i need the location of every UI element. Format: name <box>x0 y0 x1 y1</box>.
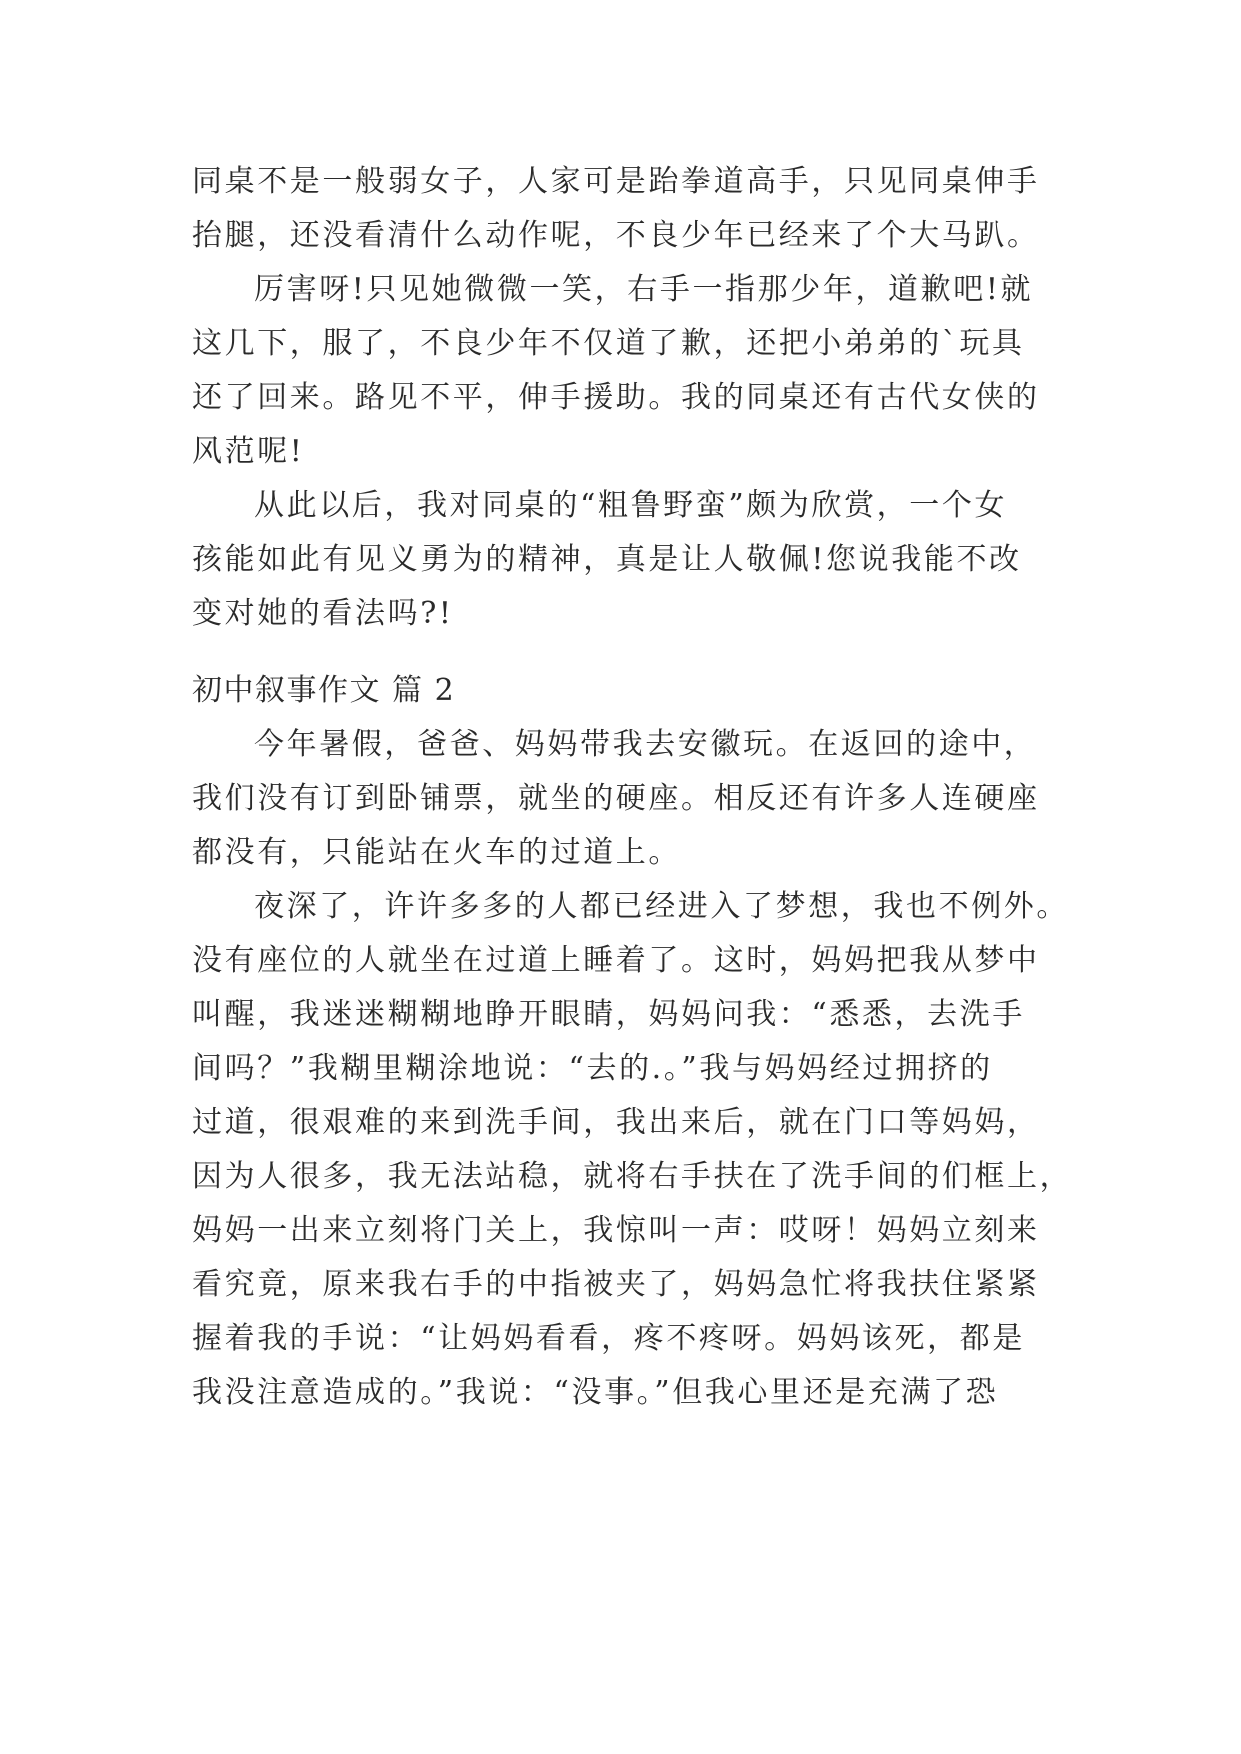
paragraph-line: 今年暑假，爸爸、妈妈带我去安徽玩。在返回的途中， <box>254 727 1037 762</box>
paragraph-line: 我没注意造成的。”我说：“没事。”但我心里还是充满了恐 <box>192 1375 999 1410</box>
paragraph-line: 没有座位的人就坐在过道上睡着了。这时，妈妈把我从梦中 <box>192 943 1040 978</box>
paragraph-line: 风范呢! <box>192 434 305 469</box>
paragraph-line: 抬腿，还没看清什么动作呢，不良少年已经来了个大马趴。 <box>192 218 1040 253</box>
section-heading: 初中叙事作文 篇 2 <box>192 673 456 708</box>
paragraph-line: 妈妈一出来立刻将门关上，我惊叫一声：哎呀！妈妈立刻来 <box>192 1213 1040 1248</box>
paragraph-line: 这几下，服了，不良少年不仅道了歉，还把小弟弟的`玩具 <box>192 326 1025 361</box>
paragraph-line: 看究竟，原来我右手的中指被夹了，妈妈急忙将我扶住紧紧 <box>192 1267 1040 1302</box>
paragraph-line: 厉害呀!只见她微微一笑，右手一指那少年，道歉吧!就 <box>254 272 1034 307</box>
paragraph-line: 孩能如此有见义勇为的精神，真是让人敬佩!您说我能不改 <box>192 542 1022 577</box>
paragraph-line: 我们没有订到卧铺票，就坐的硬座。相反还有许多人连硬座 <box>192 781 1040 816</box>
paragraph-line: 叫醒，我迷迷糊糊地睁开眼睛，妈妈问我：“悉悉，去洗手 <box>192 997 1025 1032</box>
paragraph-line: 从此以后，我对同桌的“粗鲁野蛮”颇为欣赏，一个女 <box>254 488 1008 523</box>
paragraph-line: 夜深了，许许多多的人都已经进入了梦想，我也不例外。 <box>254 889 1069 924</box>
paragraph-line: 过道，很艰难的来到洗手间，我出来后，就在门口等妈妈， <box>192 1105 1040 1140</box>
paragraph-line: 还了回来。路见不平，伸手援助。我的同桌还有古代女侠的 <box>192 380 1040 415</box>
paragraph-line: 同桌不是一般弱女子，人家可是跆拳道高手，只见同桌伸手 <box>192 164 1040 199</box>
paragraph-line: 因为人很多，我无法站稳，就将右手扶在了洗手间的们框上， <box>192 1159 1073 1194</box>
paragraph-line: 都没有，只能站在火车的过道上。 <box>192 835 681 870</box>
paragraph-line: 变对她的看法吗?! <box>192 596 454 631</box>
paragraph-line: 握着我的手说：“让妈妈看看，疼不疼呀。妈妈该死，都是 <box>192 1321 1025 1356</box>
paragraph-line: 间吗？”我糊里糊涂地说：“去的.。”我与妈妈经过拥挤的 <box>192 1051 993 1086</box>
